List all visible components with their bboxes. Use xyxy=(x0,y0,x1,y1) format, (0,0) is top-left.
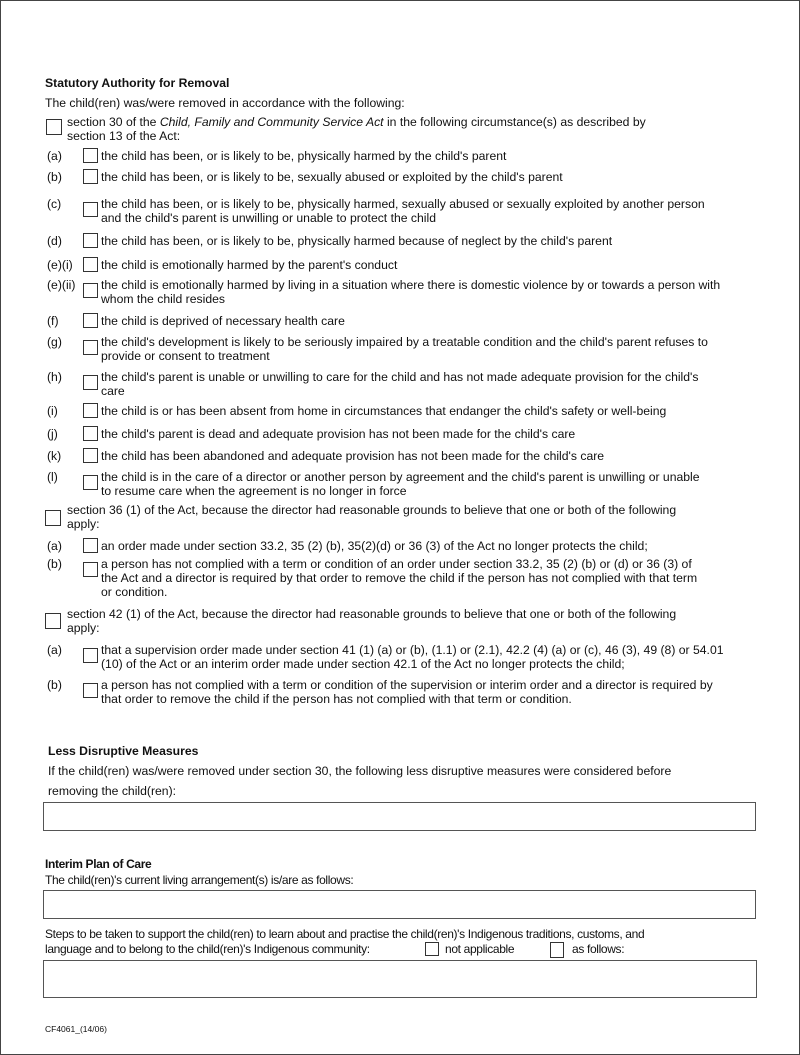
living-arrangement-field[interactable] xyxy=(43,890,756,919)
section-30-item-label: (f) xyxy=(47,314,59,328)
section-36-item-label: (b) xyxy=(47,557,62,571)
section-30-item-checkbox[interactable] xyxy=(83,169,98,184)
section-30-item-label: (h) xyxy=(47,370,62,384)
section-30-item-text: the child's parent is dead and adequate provision has not been made for the child's care xyxy=(101,427,576,441)
section-42-text-line2: apply: xyxy=(67,621,100,635)
section-30-item-checkbox[interactable] xyxy=(83,233,98,248)
section-30-item-label: (d) xyxy=(47,234,62,248)
section-heading-less-disruptive: Less Disruptive Measures xyxy=(48,744,199,758)
living-arrangement-label: The child(ren)'s current living arrangement(s) is/are as follows: xyxy=(45,873,354,887)
section-36-text: section 36 (1) of the Act, because the director had reasonable grounds to believe that one or both of the following xyxy=(67,503,677,517)
section-30-item-text: to resume care when the agreement is no longer in force xyxy=(101,484,407,498)
section-30-item-checkbox[interactable] xyxy=(83,313,98,328)
section-42-checkbox[interactable] xyxy=(45,613,61,629)
section-36-text-line2: apply: xyxy=(67,517,100,531)
section-30-item-text: the child is in the care of a director or another person by agreement and the child's parent is unwilling or unable xyxy=(101,470,700,484)
as-follows-checkbox[interactable] xyxy=(550,942,564,958)
section-30-item-text: the child is deprived of necessary health care xyxy=(101,314,345,328)
section-30-item-text: provide or consent to treatment xyxy=(101,349,270,363)
as-follows-label: as follows: xyxy=(572,942,625,956)
indigenous-text-line1: Steps to be taken to support the child(ren) to learn about and practise the child(ren)'s Indigenous traditions, customs, and xyxy=(45,927,645,941)
section-30-item-label: (l) xyxy=(47,470,58,484)
section-30-item-checkbox[interactable] xyxy=(83,475,98,490)
section-42-text: section 42 (1) of the Act, because the director had reasonable grounds to believe that one or both of the following xyxy=(67,607,677,621)
form-code: CF4061_(14/06) xyxy=(45,1024,107,1034)
section-30-item-text: the child is or has been absent from home in circumstances that endanger the child's safety or well-being xyxy=(101,404,667,418)
section-30-item-checkbox[interactable] xyxy=(83,403,98,418)
section-36-checkbox[interactable] xyxy=(45,510,61,526)
section-42-item-text: (10) of the Act or an interim order made under section 42.1 of the Act no longer protects the child; xyxy=(101,657,625,671)
section-42-item-label: (b) xyxy=(47,678,62,692)
section-30-item-text: the child has been abandoned and adequate provision has not been made for the child's care xyxy=(101,449,605,463)
section-42-item-text: that order to remove the child if the person has not complied with that term or condition. xyxy=(101,692,572,706)
section-30-item-text: and the child's parent is unwilling or unable to protect the child xyxy=(101,211,436,225)
section-30-item-label: (i) xyxy=(47,404,58,418)
not-applicable-checkbox[interactable] xyxy=(425,942,439,956)
statutory-intro-text: The child(ren) was/were removed in accordance with the following: xyxy=(45,96,405,110)
section-30-text-line2: section 13 of the Act: xyxy=(67,129,181,143)
section-36-item-text: an order made under section 33.2, 35 (2) (b), 35(2)(d) or 36 (3) of the Act no longer protects the child; xyxy=(101,539,648,553)
section-30-item-text: whom the child resides xyxy=(101,292,225,306)
section-30-item-checkbox[interactable] xyxy=(83,148,98,163)
section-30-item-label: (b) xyxy=(47,170,62,184)
section-30-item-checkbox[interactable] xyxy=(83,340,98,355)
section-36-item-checkbox[interactable] xyxy=(83,562,98,577)
section-36-item-text: the Act and a director is required by that order to remove the child if the person has not complied with that term xyxy=(101,571,698,585)
section-30-item-checkbox[interactable] xyxy=(83,448,98,463)
act-name: Child, Family and Community Service Act xyxy=(159,115,384,129)
section-30-item-label: (j) xyxy=(47,427,58,441)
less-disruptive-measures-field[interactable] xyxy=(43,802,756,831)
section-30-item-text: the child's parent is unable or unwilling to care for the child and has not made adequate provision for the child's xyxy=(101,370,699,384)
section-36-item-label: (a) xyxy=(47,539,62,553)
section-30-item-label: (g) xyxy=(47,335,62,349)
section-36-item-text: or condition. xyxy=(101,585,168,599)
section-42-item-checkbox[interactable] xyxy=(83,683,98,698)
section-30-text-pre: section 30 of the xyxy=(67,115,160,129)
section-30-item-text: care xyxy=(101,384,125,398)
section-30-text xyxy=(67,115,646,129)
section-30-item-label: (c) xyxy=(47,197,62,211)
section-42-item-checkbox[interactable] xyxy=(83,648,98,663)
section-42-item-text: that a supervision order made under section 41 (1) (a) or (b), (1.1) or (2.1), 42.2 (4) (a) or (c), 46 (3), 49 (8) or 54.01 xyxy=(101,643,724,657)
section-30-item-checkbox[interactable] xyxy=(83,426,98,441)
section-30-item-text: the child has been, or is likely to be, physically harmed because of neglect by the child's parent xyxy=(101,234,613,248)
section-30-item-label: (e)(i) xyxy=(47,258,73,272)
section-30-item-checkbox[interactable] xyxy=(83,375,98,390)
section-30-item-label: (a) xyxy=(47,149,62,163)
less-disruptive-text-line2: removing the child(ren): xyxy=(48,784,177,798)
section-30-item-text: the child's development is likely to be seriously impaired by a treatable condition and the child's parent refuses to xyxy=(101,335,708,349)
section-30-checkbox[interactable] xyxy=(46,119,62,135)
section-42-item-label: (a) xyxy=(47,643,62,657)
section-30-item-checkbox[interactable] xyxy=(83,257,98,272)
section-30-text-post: in the following circumstance(s) as described by xyxy=(383,115,646,129)
section-heading-statutory-authority: Statutory Authority for Removal xyxy=(45,76,230,90)
section-30-item-label: (k) xyxy=(47,449,62,463)
section-30-item-text: the child has been, or is likely to be, physically harmed by the child's parent xyxy=(101,149,507,163)
section-30-item-text: the child has been, or is likely to be, sexually abused or exploited by the child's parent xyxy=(101,170,563,184)
indigenous-text-line2: language and to belong to the child(ren)'s Indigenous community: xyxy=(45,942,370,956)
section-heading-interim-plan: Interim Plan of Care xyxy=(45,857,152,871)
section-30-item-label: (e)(ii) xyxy=(47,278,76,292)
section-30-item-checkbox[interactable] xyxy=(83,283,98,298)
section-30-item-checkbox[interactable] xyxy=(83,202,98,217)
less-disruptive-text-line1: If the child(ren) was/were removed under section 30, the following less disruptive measures were considered before xyxy=(48,764,672,778)
not-applicable-label: not applicable xyxy=(445,942,515,956)
section-42-item-text: a person has not complied with a term or condition of the supervision or interim order and a director is required by xyxy=(101,678,713,692)
section-30-item-text: the child has been, or is likely to be, physically harmed, sexually abused or sexually exploited by another person xyxy=(101,197,705,211)
section-36-item-text: a person has not complied with a term or condition of an order under section 33.2, 35 (2) (b) or (d) or 36 (3) of xyxy=(101,557,692,571)
section-36-item-checkbox[interactable] xyxy=(83,538,98,553)
indigenous-steps-field[interactable] xyxy=(43,960,757,998)
section-30-item-text: the child is emotionally harmed by the parent's conduct xyxy=(101,258,398,272)
section-30-item-text: the child is emotionally harmed by living in a situation where there is domestic violence by or towards a person with xyxy=(101,278,721,292)
